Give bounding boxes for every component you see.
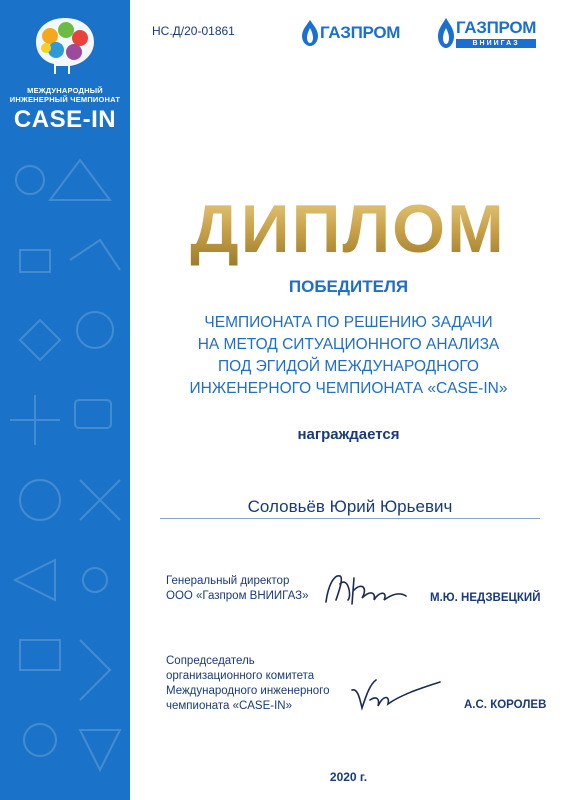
description-line: ПОД ЭГИДОЙ МЕЖДУНАРОДНОГО <box>218 358 479 375</box>
signature-1 <box>318 566 414 610</box>
logo-line-1: МЕЖДУНАРОДНЫЙ <box>27 86 103 95</box>
recipient-name: Соловьёв Юрий Юрьевич <box>247 497 453 516</box>
signatory-title-line: ООО «Газпром ВНИИГАЗ» <box>166 590 309 602</box>
recipient-underline <box>160 518 540 519</box>
signatory-title-line: Генеральный директор <box>166 575 290 587</box>
sidebar <box>0 0 130 800</box>
case-in-logo <box>8 14 122 134</box>
signatory-title-line: организационного комитета <box>166 670 315 682</box>
awarded-label: награждается <box>297 426 400 443</box>
signatory-title-line: Международного инженерного <box>166 685 330 697</box>
description-line: ИНЖЕНЕРНОГО ЧЕМПИОНАТА «CASE-IN» <box>189 380 508 397</box>
diploma-title-text: ДИПЛОМ <box>190 191 506 266</box>
signatory-title-line: Сопредседатель <box>166 655 255 667</box>
signatory-2-name: А.С. КОРОЛЕВ <box>464 699 547 711</box>
brain-icon <box>28 14 102 80</box>
year: 2020 г. <box>329 770 368 784</box>
gazprom-logo <box>300 20 400 46</box>
vniigaz-text: ВНИИГАЗ <box>456 39 536 48</box>
diploma-title <box>130 186 567 271</box>
flame-icon <box>436 18 456 48</box>
document-number: НС.Д/20-01861 <box>152 24 235 38</box>
gazprom-vniigaz-logo <box>436 18 536 48</box>
description-line: ЧЕМПИОНАТА ПО РЕШЕНИЮ ЗАДАЧИ <box>204 314 493 331</box>
flame-icon <box>300 20 320 46</box>
signatory-1-name: М.Ю. НЕДЗВЕЦКИЙ <box>430 592 541 604</box>
logo-name: CASE-IN <box>13 106 117 133</box>
signatory-title-line: чемпионата «CASE-IN» <box>166 700 293 712</box>
signature-2 <box>346 670 446 716</box>
championship-description <box>130 312 567 400</box>
signatory-1-title <box>166 574 309 604</box>
winner-subtitle: ПОБЕДИТЕЛЯ <box>288 277 409 296</box>
sidebar-pattern <box>0 140 130 800</box>
signatory-2-title <box>166 654 330 714</box>
gazprom-logo-text: ГАЗПРОМ <box>320 23 401 42</box>
description-line: НА МЕТОД СИТУАЦИОННОГО АНАЛИЗА <box>197 336 500 353</box>
gazprom-logo-text: ГАЗПРОМ <box>456 18 537 37</box>
logo-line-2: ИНЖЕНЕРНЫЙ ЧЕМПИОНАТ <box>9 95 121 104</box>
